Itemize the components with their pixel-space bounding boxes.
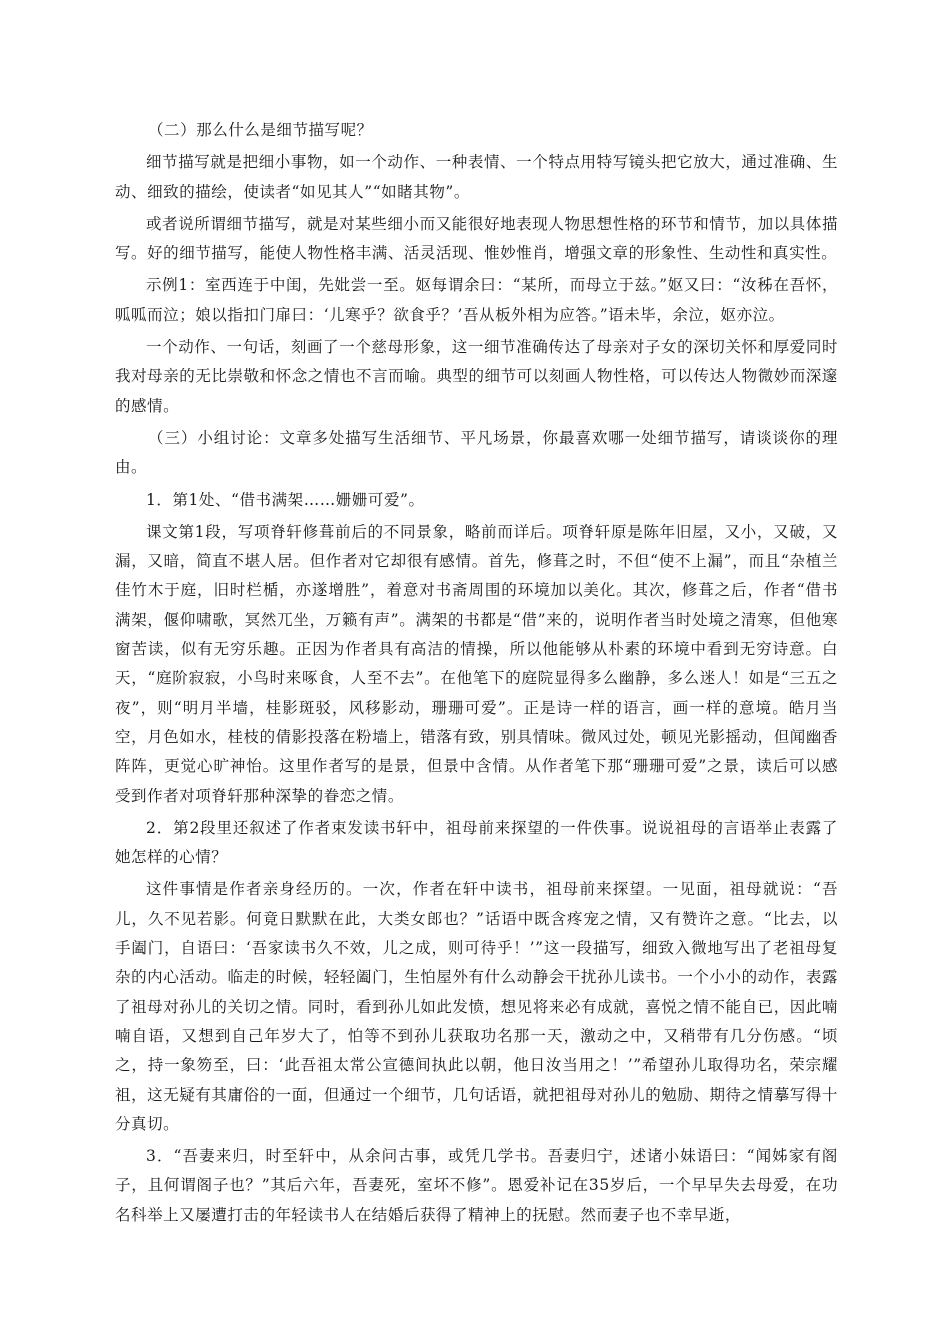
paragraph-example-1: 示例1：室西连于中闺，先妣尝一至。妪每谓余曰：“某所，而母立于兹。”妪又曰：“汝秭在吾怀，呱呱而泣；娘以指扣门扉曰：‘儿寒乎？欲食乎？’吾从板外相为应答。”语未毕，余泣，妪亦泣。 xyxy=(115,276,838,324)
paragraph-example-analysis: 一个动作、一句话，刻画了一个慈母形象，这一细节准确传达了母亲对子女的深切关怀和厚爱同时我对母亲的无比崇敬和怀念之情也不言而喻。典型的细节可以刻画人物性格，可以传达人物微妙而深邃的感情。 xyxy=(115,338,838,415)
paragraph-definition: 细节描写就是把细小事物，如一个动作、一种表情、一个特点用特写镜头把它放大，通过准确、生动、细致的描绘，使读者“如见其人”“如睹其物”。 xyxy=(115,153,838,201)
document-body xyxy=(115,116,838,1233)
paragraph-item-2-analysis: 这件事情是作者亲身经历的。一次，作者在轩中读书，祖母前来探望。一见面，祖母就说：“吾儿，久不见若影。何竟日默默在此，大类女郎也？”话语中既含疼宠之情，又有赞许之意。“比去，以手阖门，自语曰：‘吾家读书久不效，儿之成，则可待乎！’”这一段描写，细致入微地写出了老祖母复杂的内心活动。临走的时候，轻轻阖门，生怕屋外有什么动静会干扰孙儿读书。一个小小的动作，表露了祖母对孙儿的关切之情。同时，看到孙儿如此发愤，想见将来必有成就，喜悦之情不能自已，因此喃喃自语，又想到自己年岁大了，怕等不到孙儿获取功名那一天，激动之中，又稍带有几分伤感。“顷之，持一象笏至，曰：‘此吾祖太常公宣德间执此以朝，他日汝当用之！’”希望孙儿取得功名，荣宗耀祖，这无疑有其庸俗的一面，但通过一个细节，几句话语，就把祖母对孙儿的勉励、期待之情摹写得十分真切。 xyxy=(115,880,838,1133)
section-heading-2: （二）那么什么是细节描写呢？ xyxy=(148,121,373,139)
paragraph-explanation: 或者说所谓细节描写，就是对某些细小而又能很好地表现人物思想性格的环节和情节，加以具体描写。好的细节描写，能使人物性格丰满、活灵活现、惟妙惟肖，增强文章的形象性、生动性和真实性。 xyxy=(115,214,838,263)
list-item-3-paragraph: 3．“吾妻来归，时至轩中，从余问古事，或凭几学书。吾妻归宁，述诸小妹语曰：“闻姊家有阁子，且何谓阁子也？”其后六年，吾妻死，室坏不修”。恩爱补记在35岁后，一个早早失去母爱，在功名科举上又屡遭打击的年轻读书人在结婚后获得了精神上的抚慰。然而妻子也不幸早逝， xyxy=(115,1147,838,1224)
list-item-2-title: 2．第2段里还叙述了作者束发读书轩中，祖母前来探望的一件佚事。说说祖母的言语举止表露了她怎样的心情？ xyxy=(115,818,838,867)
list-item-1-title: 1．第1处、“借书满架……姗姗可爱”。 xyxy=(146,490,425,509)
paragraph-item-1-analysis: 课文第1段，写项脊轩修葺前后的不同景象，略前而详后。项脊轩原是陈年旧屋，又小，又破，又漏，又暗，简直不堪人居。但作者对它却很有感情。首先，修葺之时，不但“使不上漏”，而且“杂植兰佳竹木于庭，旧时栏楯，亦遂增胜”，着意对书斋周围的环境加以美化。其次，修葺之后，作者“借书满架，偃仰啸歌，冥然兀坐，万籁有声”。满架的书都是“借”来的，说明作者当时处境之清寒，但他寒窗苦读，似有无穷乐趣。正因为作者具有高洁的情操，所以他能够从朴素的环境中看到无穷诗意。白天，“庭阶寂寂，小鸟时来啄食，人至不去”。在他笔下的庭院显得多么幽静，多么迷人！如是“三五之夜”，则“明月半墙，桂影斑驳，风移影动，珊珊可爱”。正是诗一样的语言，画一样的意境。皓月当空，月色如水，桂枝的倩影投落在粉墙上，错落有致，别具情味。微风过处，顿见光影摇动，但闻幽香阵阵，更觉心旷神怡。这里作者写的是景，但景中含情。从作者笔下那“珊珊可爱”之景，读后可以感受到作者对项脊轩那种深挚的眷恋之情。 xyxy=(115,522,838,805)
section-heading-3: （三）小组讨论：文章多处描写生活细节、平凡场景，你最喜欢哪一处细节描写，请谈谈你的理由。 xyxy=(115,428,838,477)
